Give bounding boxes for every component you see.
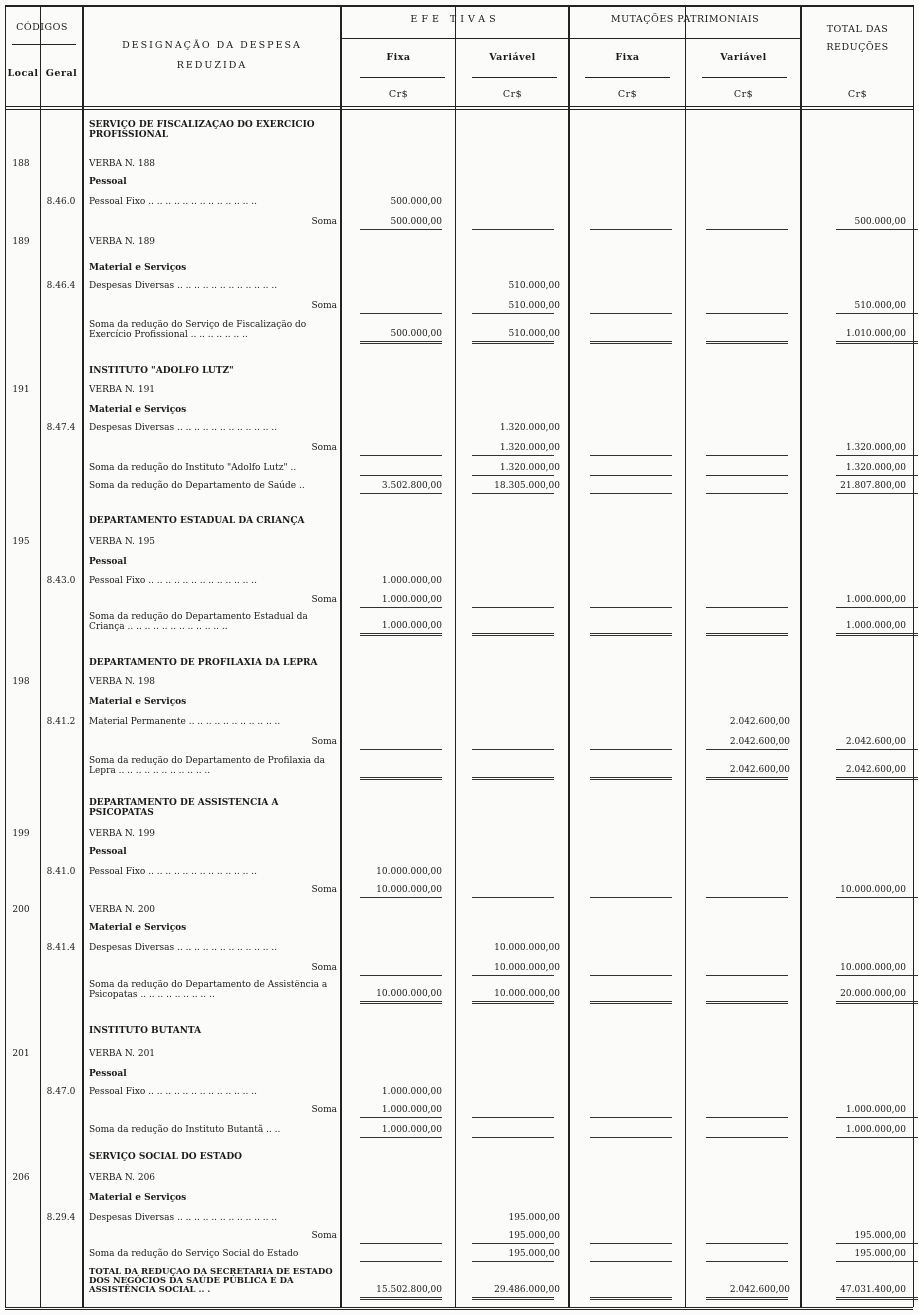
header-geral: Geral	[45, 68, 78, 79]
header-currency: Cr$	[388, 89, 409, 100]
table-row	[0, 1026, 919, 1044]
efetivas-fixa-cell: 3.502.800,00	[381, 481, 442, 491]
sum-rule	[706, 1243, 788, 1244]
total-reducoes-cell: 1.000.000,00	[845, 1125, 906, 1135]
expense-description: VERBA N. 191	[89, 385, 156, 395]
header-designacao: DESIGNAÇÃO DA DESPESA	[122, 40, 302, 51]
geral-code: 8.46.0	[46, 197, 76, 207]
sum-rule	[360, 1243, 442, 1244]
geral-code: 8.41.0	[46, 867, 76, 877]
efetivas-variavel-cell: 195.000,00	[508, 1249, 560, 1259]
expense-description: Pessoal	[89, 1069, 127, 1079]
local-code: 206	[12, 1173, 30, 1183]
local-code: 198	[12, 677, 30, 687]
table-row	[0, 1068, 919, 1086]
efetivas-fixa-cell: 1.000.000,00	[381, 1125, 442, 1135]
table-row	[0, 1212, 919, 1230]
header-total-line1: TOTAL DAS	[826, 24, 889, 35]
efetivas-variavel-cell: 18.305.000,00	[494, 481, 560, 491]
sum-rule	[836, 633, 918, 636]
table-row	[0, 262, 919, 280]
expense-description: Soma	[311, 595, 337, 605]
table-row	[0, 480, 919, 498]
sum-rule	[472, 455, 554, 456]
local-code: 200	[12, 905, 30, 915]
sum-rule	[472, 1001, 554, 1004]
geral-code: 8.43.0	[46, 576, 76, 586]
table-row	[0, 320, 919, 338]
sum-rule	[706, 975, 788, 976]
total-reducoes-cell: 2.042.600,00	[845, 737, 906, 747]
sum-rule	[836, 493, 918, 494]
table-row	[0, 846, 919, 864]
table-row	[0, 556, 919, 574]
table-row	[0, 422, 919, 440]
total-reducoes-cell: 10.000.000,00	[840, 963, 906, 973]
sum-rule	[706, 1261, 788, 1262]
efetivas-variavel-cell: 510.000,00	[508, 301, 560, 311]
sum-rule	[472, 341, 554, 344]
sum-rule	[360, 313, 442, 314]
header-mutacoes-fixa: Fixa	[615, 52, 640, 63]
sum-rule	[360, 1297, 442, 1300]
expense-description: VERBA N. 200	[89, 905, 156, 915]
table-row	[0, 1048, 919, 1066]
efetivas-fixa-cell: 1.000.000,00	[381, 621, 442, 631]
expense-description: Soma	[311, 217, 337, 227]
sum-rule	[706, 1297, 788, 1300]
total-reducoes-cell: 1.000.000,00	[845, 1105, 906, 1115]
efetivas-variavel-cell: 1.320.000,00	[499, 443, 560, 453]
table-row	[0, 176, 919, 194]
section-title: DEPARTAMENTO DE PROFILAXIA DA LEPRA	[89, 658, 318, 668]
sum-rule	[706, 607, 788, 608]
efetivas-fixa-cell: 500.000,00	[390, 217, 442, 227]
geral-code: 8.41.4	[46, 943, 76, 953]
header-codigos: CÓDIGOS	[16, 22, 68, 33]
sum-rule	[360, 1137, 442, 1138]
expense-description: Soma da redução do Departamento de Profilaxia da Lepra .. .. .. .. .. .. .. .. .. .. ..	[89, 756, 326, 776]
sum-rule	[706, 313, 788, 314]
header-reduzida: REDUZIDA	[176, 60, 248, 71]
table-row	[0, 1086, 919, 1104]
table-row	[0, 300, 919, 318]
total-reducoes-cell: 47.031.400,00	[840, 1285, 906, 1295]
sum-rule	[360, 1001, 442, 1004]
sum-rule	[836, 975, 918, 976]
sum-rule	[360, 455, 442, 456]
header-currency: Cr$	[847, 89, 868, 100]
efetivas-fixa-cell: 1.000.000,00	[381, 576, 442, 586]
sum-rule	[706, 341, 788, 344]
header-efetivas-variavel: Variável	[489, 52, 536, 63]
efetivas-fixa-cell: 15.502.800,00	[376, 1285, 442, 1295]
header-efetivas-fixa: Fixa	[386, 52, 411, 63]
expense-description: Pessoal	[89, 177, 127, 187]
expense-description: Pessoal	[89, 557, 127, 567]
sum-rule	[590, 475, 672, 476]
sum-rule	[360, 633, 442, 636]
total-reducoes-cell: 195.000,00	[854, 1249, 906, 1259]
table-row	[0, 798, 919, 816]
efetivas-variavel-cell: 1.320.000,00	[499, 463, 560, 473]
sum-rule	[836, 1117, 918, 1118]
sum-rule	[360, 475, 442, 476]
sum-rule	[472, 1117, 554, 1118]
total-reducoes-cell: 1.000.000,00	[845, 621, 906, 631]
expense-description: Soma da redução do Departamento Estadual da Criança .. .. .. .. .. .. .. .. .. .. .. ..	[89, 612, 308, 632]
sum-rule	[836, 607, 918, 608]
section-title: SERVIÇO DE FISCALIZAÇÃO DO EXERCÍCIO PROFISSIONAL	[89, 120, 315, 140]
sum-rule	[590, 607, 672, 608]
sum-rule	[706, 229, 788, 230]
table-row	[0, 536, 919, 554]
total-reducoes-cell: 510.000,00	[854, 301, 906, 311]
efetivas-variavel-cell: 10.000.000,00	[494, 989, 560, 999]
expense-description: TOTAL DA REDUÇÃO DA SECRETARIA DE ESTADO DOS NEGÓCIOS DA SAÚDE PÚBLICA E DA ASSISTÊNCIA SOCIAL .. .	[89, 1268, 333, 1295]
table-row	[0, 716, 919, 734]
sum-rule	[590, 1001, 672, 1004]
section-title: INSTITUTO "ADOLFO LUTZ"	[89, 366, 234, 376]
sum-rule	[590, 313, 672, 314]
sum-rule	[706, 455, 788, 456]
geral-code: 8.47.0	[46, 1087, 76, 1097]
sum-rule	[360, 1261, 442, 1262]
table-row	[0, 866, 919, 884]
expense-description: Soma da redução do Instituto Butantã .. ..	[89, 1125, 281, 1135]
sum-rule	[590, 975, 672, 976]
table-row	[0, 612, 919, 630]
expense-description: VERBA N. 195	[89, 537, 156, 547]
sum-rule	[360, 607, 442, 608]
sum-rule	[590, 1261, 672, 1262]
expense-description: Material e Serviços	[89, 263, 187, 273]
table-row	[0, 658, 919, 676]
sum-rule	[706, 1137, 788, 1138]
total-reducoes-cell: 195.000,00	[854, 1231, 906, 1241]
header-currency: Cr$	[733, 89, 754, 100]
table-row	[0, 904, 919, 922]
sum-rule	[472, 313, 554, 314]
table-row	[0, 962, 919, 980]
sum-rule	[590, 1243, 672, 1244]
total-reducoes-cell: 21.807.800,00	[840, 481, 906, 491]
table-row	[0, 1192, 919, 1210]
table-row	[0, 1124, 919, 1142]
table-row	[0, 280, 919, 298]
total-reducoes-cell: 1.010.000,00	[845, 329, 906, 339]
table-row	[0, 1172, 919, 1190]
sum-rule	[836, 1261, 918, 1262]
sum-rule	[590, 341, 672, 344]
sum-rule	[590, 777, 672, 780]
table-row	[0, 216, 919, 234]
table-row	[0, 575, 919, 593]
expense-description: Soma da redução do Serviço Social do Estado	[89, 1249, 299, 1259]
local-code: 189	[12, 237, 30, 247]
table-row	[0, 942, 919, 960]
expense-description: Material e Serviços	[89, 697, 187, 707]
local-code: 191	[12, 385, 30, 395]
sum-rule	[472, 1297, 554, 1300]
efetivas-variavel-cell: 1.320.000,00	[499, 423, 560, 433]
efetivas-fixa-cell: 10.000.000,00	[376, 885, 442, 895]
expense-description: Soma	[311, 737, 337, 747]
expense-description: Despesas Diversas .. .. .. .. .. .. .. .. .. .. .. ..	[89, 423, 278, 433]
expense-description: VERBA N. 199	[89, 829, 156, 839]
table-row	[0, 1248, 919, 1266]
header-currency: Cr$	[617, 89, 638, 100]
sum-rule	[590, 1297, 672, 1300]
expense-description: Soma	[311, 301, 337, 311]
sum-rule	[836, 341, 918, 344]
expense-description: VERBA N. 198	[89, 677, 156, 687]
sum-rule	[472, 475, 554, 476]
efetivas-variavel-cell: 29.486.000,00	[494, 1285, 560, 1295]
expense-description: Material e Serviços	[89, 923, 187, 933]
sum-rule	[706, 749, 788, 750]
header-mutacoes: MUTAÇÕES PATRIMONIAIS	[610, 14, 760, 25]
sum-rule	[590, 493, 672, 494]
table-row	[0, 404, 919, 422]
sum-rule	[836, 1137, 918, 1138]
table-row	[0, 884, 919, 902]
header-efetivas: EFE TIVAS	[410, 14, 500, 25]
sum-rule	[360, 229, 442, 230]
sum-rule	[836, 475, 918, 476]
table-row	[0, 828, 919, 846]
mutacoes-variavel-cell: 2.042.600,00	[729, 717, 790, 727]
total-reducoes-cell: 2.042.600,00	[845, 765, 906, 775]
expense-description: Pessoal Fixo .. .. .. .. .. .. .. .. .. .. .. .. ..	[89, 1087, 257, 1097]
efetivas-fixa-cell: 1.000.000,00	[381, 1105, 442, 1115]
expense-description: Material e Serviços	[89, 1193, 187, 1203]
local-code: 201	[12, 1049, 30, 1059]
table-row	[0, 236, 919, 254]
efetivas-variavel-cell: 510.000,00	[508, 329, 560, 339]
expense-description: Soma	[311, 963, 337, 973]
local-code: 199	[12, 829, 30, 839]
sum-rule	[706, 777, 788, 780]
sum-rule	[472, 749, 554, 750]
sum-rule	[472, 1243, 554, 1244]
header-mutacoes-variavel: Variável	[720, 52, 767, 63]
sum-rule	[360, 749, 442, 750]
sum-rule	[706, 493, 788, 494]
sum-rule	[590, 749, 672, 750]
sum-rule	[706, 897, 788, 898]
section-title: DEPARTAMENTO DE ASSISTÊNCIA A PSICOPATAS	[89, 798, 279, 818]
local-code: 188	[12, 159, 30, 169]
sum-rule	[590, 229, 672, 230]
expense-description: Material Permanente .. .. .. .. .. .. .. .. .. .. ..	[89, 717, 281, 727]
total-reducoes-cell: 20.000.000,00	[840, 989, 906, 999]
table-row	[0, 736, 919, 754]
expense-description: Despesas Diversas .. .. .. .. .. .. .. .. .. .. .. ..	[89, 943, 278, 953]
sum-rule	[472, 1137, 554, 1138]
sum-rule	[472, 777, 554, 780]
total-reducoes-cell: 10.000.000,00	[840, 885, 906, 895]
expense-description: Pessoal	[89, 847, 127, 857]
table-row	[0, 594, 919, 612]
table-row	[0, 756, 919, 774]
sum-rule	[472, 897, 554, 898]
sum-rule	[472, 1261, 554, 1262]
sum-rule	[836, 777, 918, 780]
expense-description: Soma	[311, 1231, 337, 1241]
table-row	[0, 1268, 919, 1295]
section-title: SERVIÇO SOCIAL DO ESTADO	[89, 1152, 242, 1162]
sum-rule	[836, 455, 918, 456]
efetivas-variavel-cell: 10.000.000,00	[494, 943, 560, 953]
efetivas-fixa-cell: 500.000,00	[390, 197, 442, 207]
section-title: DEPARTAMENTO ESTADUAL DA CRIANÇA	[89, 516, 305, 526]
expense-description: Material e Serviços	[89, 405, 187, 415]
sum-rule	[836, 897, 918, 898]
expense-description: Pessoal Fixo .. .. .. .. .. .. .. .. .. .. .. .. ..	[89, 576, 257, 586]
header-total-line2: REDUÇÕES	[826, 42, 889, 53]
sum-rule	[360, 897, 442, 898]
sum-rule	[706, 475, 788, 476]
table-row	[0, 1152, 919, 1170]
table-row	[0, 1230, 919, 1248]
sum-rule	[590, 455, 672, 456]
table-row	[0, 922, 919, 940]
geral-code: 8.47.4	[46, 423, 76, 433]
sum-rule	[360, 493, 442, 494]
sum-rule	[836, 749, 918, 750]
sum-rule	[836, 1297, 918, 1300]
table-row	[0, 442, 919, 460]
efetivas-variavel-cell: 510.000,00	[508, 281, 560, 291]
sum-rule	[836, 313, 918, 314]
sum-rule	[360, 975, 442, 976]
table-row	[0, 120, 919, 138]
section-title: INSTITUTO BUTANTÃ	[89, 1026, 202, 1036]
sum-rule	[836, 229, 918, 230]
header-local: Local	[7, 68, 39, 79]
expense-description: Soma da redução do Instituto "Adolfo Lutz" ..	[89, 463, 297, 473]
expense-description: VERBA N. 189	[89, 237, 156, 247]
expense-description: Pessoal Fixo .. .. .. .. .. .. .. .. .. .. .. .. ..	[89, 197, 257, 207]
sum-rule	[360, 777, 442, 780]
expense-description: Soma	[311, 443, 337, 453]
expense-description: Soma da redução do Departamento de Saúde ..	[89, 481, 305, 491]
sum-rule	[836, 1243, 918, 1244]
sum-rule	[360, 341, 442, 344]
total-reducoes-cell: 500.000,00	[854, 217, 906, 227]
efetivas-fixa-cell: 10.000.000,00	[376, 989, 442, 999]
sum-rule	[472, 493, 554, 494]
efetivas-variavel-cell: 195.000,00	[508, 1231, 560, 1241]
mutacoes-variavel-cell: 2.042.600,00	[729, 737, 790, 747]
table-row	[0, 196, 919, 214]
efetivas-fixa-cell: 10.000.000,00	[376, 867, 442, 877]
geral-code: 8.46.4	[46, 281, 76, 291]
expense-description: VERBA N. 188	[89, 159, 156, 169]
total-reducoes-cell: 1.320.000,00	[845, 443, 906, 453]
table-row	[0, 158, 919, 176]
efetivas-fixa-cell: 1.000.000,00	[381, 1087, 442, 1097]
expense-description: Pessoal Fixo .. .. .. .. .. .. .. .. .. .. .. .. ..	[89, 867, 257, 877]
expense-description: Soma da redução do Departamento de Assistência a Psicopatas .. .. .. .. .. .. .. .. ..	[89, 980, 328, 1000]
efetivas-fixa-cell: 500.000,00	[390, 329, 442, 339]
sum-rule	[472, 229, 554, 230]
expense-description: Despesas Diversas .. .. .. .. .. .. .. .. .. .. .. ..	[89, 1213, 278, 1223]
table-row	[0, 366, 919, 384]
total-reducoes-cell: 1.000.000,00	[845, 595, 906, 605]
expense-description: Soma	[311, 885, 337, 895]
local-code: 195	[12, 537, 30, 547]
table-row	[0, 676, 919, 694]
table-row	[0, 980, 919, 998]
mutacoes-variavel-cell: 2.042.600,00	[729, 765, 790, 775]
sum-rule	[590, 1137, 672, 1138]
efetivas-variavel-cell: 195.000,00	[508, 1213, 560, 1223]
expense-description: VERBA N. 201	[89, 1049, 156, 1059]
geral-code: 8.29.4	[46, 1213, 76, 1223]
sum-rule	[590, 1117, 672, 1118]
expense-description: Despesas Diversas .. .. .. .. .. .. .. .. .. .. .. ..	[89, 281, 278, 291]
sum-rule	[706, 633, 788, 636]
table-row	[0, 462, 919, 480]
sum-rule	[590, 633, 672, 636]
sum-rule	[472, 607, 554, 608]
sum-rule	[472, 975, 554, 976]
table-row	[0, 696, 919, 714]
sum-rule	[360, 1117, 442, 1118]
efetivas-variavel-cell: 10.000.000,00	[494, 963, 560, 973]
sum-rule	[836, 1001, 918, 1004]
sum-rule	[590, 897, 672, 898]
efetivas-fixa-cell: 1.000.000,00	[381, 595, 442, 605]
total-reducoes-cell: 1.320.000,00	[845, 463, 906, 473]
sum-rule	[706, 1001, 788, 1004]
sum-rule	[472, 633, 554, 636]
table-row	[0, 1104, 919, 1122]
mutacoes-variavel-cell: 2.042.600,00	[729, 1285, 790, 1295]
expense-description: Soma da redução do Serviço de Fiscalização do Exercício Profissional .. .. .. .. .. .. ..	[89, 320, 307, 340]
header-currency: Cr$	[502, 89, 523, 100]
sum-rule	[706, 1117, 788, 1118]
table-row	[0, 384, 919, 402]
expense-description: VERBA N. 206	[89, 1173, 156, 1183]
geral-code: 8.41.2	[46, 717, 76, 727]
table-row	[0, 516, 919, 534]
expense-description: Soma	[311, 1105, 337, 1115]
